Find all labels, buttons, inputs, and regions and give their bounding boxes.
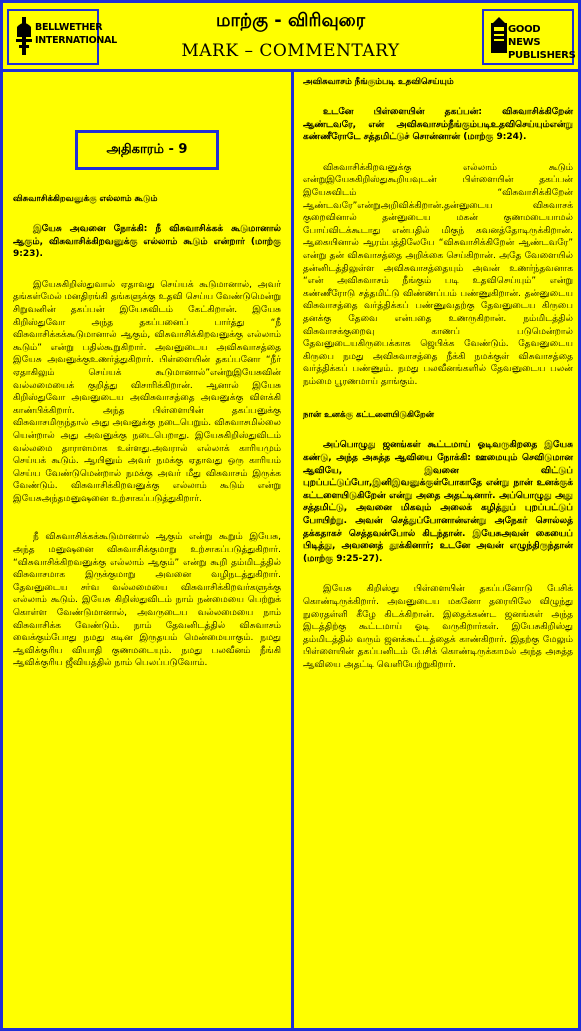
body-paragraph: நீ விசுவாசிக்கக்கூடுமானால் ஆகும் என்று கூறும் இயேசு, அந்த மனுஷனை விசுவாசிக்குமாறு உற்சாகப்படுத்துகிறார். “விசுவாசிக்கிறவனுக்கு எல்லாம் ஆகும்” என்று கூறி தம்மிடத்தில் விசுவாசமாக இருக்குமாறு அவனை வழிநடத்துகிறார். தேவனுடைய சர்வ வல்லமையை விசுவாசிக்கிறவர்களுக்கு எல்லாம் கூடும். இயேசு கிறிஸ்துவிடம் நாம் நன்மையை பெற்றுக் கொள்ள வேண்டுமானால், அவருடைய வல்லமையை நாம் விசுவாசிக்க வேண்டும். நாம் தேவனிடத்தில் விசுவாசம் வைக்கும்போது நமது கடின இருதயம் மென்மையாகும். நமது ஆவிக்குரிய வியாதி குணமடையும். நமது பலவீனம் நீங்கி ஆவிக்குரிய ஜீவியத்தில் நாம் பெலப்படுவோம். bbox=[13, 532, 281, 669]
scripture-quote: அப்பொழுது ஜனங்கள் கூட்டமாய் ஓடிவருகிறதை இயேசு கண்டு, அந்த அசுத்த ஆவியை நோக்கி: ஊமையும் செவிடுமான ஆவியே, இவனை விட்டுப் புறப்பட்டுப்போ,இனிஇவனுக்குள்போகாதே என்று நான் உனக்குக் கட்டளையிடுகிறேன் என்று அதை அதட்டினார். அப்பொழுது அது சத்தமிட்டு, அவனை மிகவும் அலைக் கழித்துப் புறப்பட்டுப் போயிற்று. அவன் செத்துப்போனான்என்று அநேகர் சொல்லத் தக்கதாகச் செத்தவன்போல் கிடந்தான். இயேசுஅவன் கையைப் பிடித்து, அவனைத் தூக்கினார்; உடனே அவன் எழுந்திருந்தான் (மாற்கு 9:25-27). bbox=[303, 440, 573, 564]
bellwether-logo-text: BELLWETHER INTERNATIONAL bbox=[35, 22, 117, 46]
body-paragraph: இயேசுகிறிஸ்துவால் ஏதாவது செய்யக் கூடுமானால், அவர் தங்கள்மேல் மனதிரங்கி தங்களுக்கு உதவி செய்ய வேண்டுமென்று சிறுவனின் தகப்பன் இயேசுவிடம் கேட்கிறான். இயேசு கிறிஸ்துவோ அந்த தகப்பனைப் பார்த்து “நீ விசுவாசிக்கக்கூடுமானால் ஆகும், விசுவாசிக்கிறவனுக்கு எல்லாம் கூடும்” என்று பதில்கூறுகிறார். அவனுடைய அவிசுவாசத்தை இயேசு அவனுக்குஉணர்த்துகிறார். பிள்ளையின் தகப்பனோ “நீர் ஏதாகிலும் செய்யக் கூடுமானால்”என்றுஇயேசுவின் வல்லமையைக் குறித்து விசாரிக்கிறான். ஆனால் இயேசு கிறிஸ்துவோ அவனுடைய அவிசுவாசத்தை அவனுக்கு விளக்கி காண்பிக்கிறார். அந்த பிள்ளையின் தகப்பனுக்கு விசுவாசமிருந்தால் அது அவனுக்கு நடைபெறும். விசுவாசமில்லை யென்றால் அது அவனுக்கு நடைபெறாது. இயேசுகிறிஸ்துவிடம் வல்லமை தாராளமாக உள்ளது.அவரால் எல்லாக் காரியமும் செய்யக் கூடும். ஆயினும் அவர் நமக்கு ஏதாவது ஒரு காரியம் செய்ய வேண்டுமென்றால் நமக்கு அவர் மீது விசுவாசம் இருக்க வேண்டும். விசுவாசிக்கிறவனுக்கு எல்லாம் கூடும் என்று இயேசுஅந்தமனுஷனை உற்சாகப்படுத்துகிறார். bbox=[13, 279, 281, 504]
section-heading: அவிசுவாசம் நீங்கும்படி உதவிசெய்யும் bbox=[303, 77, 454, 87]
section-heading: நான் உனக்கு கட்டளையிடுகிறேன் bbox=[303, 410, 434, 421]
bell-icon bbox=[15, 17, 33, 55]
body-paragraph: இயேசு கிறிஸ்து பிள்ளையின் தகப்பனோடு பேசிக் கொண்டிருக்கிறார். அவனுடைய மகனோ தரையிலே விழுந்து நுரைதள்ளி கீழே கிடக்கிறான். இதைக்கண்ட ஜனங்கள் அந்த இடத்திற்கு கூட்டமாய் ஓடி வருகிறார்கள். இயேசுகிறிஸ்து தம்மிடத்தில் வரும் ஜனக்கூட்டத்தைக் காண்கிறார். இதற்கு மேலும் பிள்ளையின் தகப்பனிடம் பேசிக் கொண்டிருக்காமல் அந்த அசுத்த ஆவியை அதட்டி வெளியேற்றுகிறார். bbox=[303, 584, 573, 670]
scripture-quote: இயேசு அவனை நோக்கி: நீ விசுவாசிக்கக் கூடுமானால் ஆகும், விசுவாசிக்கிறவனுக்கு எல்லாம் கூடும் என்றார் (மாற்கு 9:23). bbox=[13, 224, 281, 260]
bellwether-logo bbox=[7, 9, 117, 65]
left-column bbox=[13, 75, 281, 670]
body-paragraph: விசுவாசிக்கிறவனுக்கு எல்லாம் கூடும் என்றுஇயேசுகிறிஸ்துகூறியவுடன் பிள்ளையின் தகப்பன் இயேசுவிடம் “விசுவாசிக்கிறேன் ஆண்டவரே”என்றுஅறிவிக்கிறான்.தன்னுடைய விசுவாசக் குறைவினால் தன்னுடைய மகன் குணமடையாமல் போய்விடக்கூடாது என்பதில் மிகுந் கவனத்தோடிருக்கிறான். ஆகையினால் ஆரம்பத்திலேயே “விசுவாசிக்கிறேன் ஆண்டவரே” என்று தன் விசுவாசத்தை அறிக்கை செய்கிறான். அதே வேளையில் தன்னிடத்திலுள்ள அவிசுவாசத்தையும் அவன் உணர்ந்தவனாக “என் அவிசுவாசம் நீங்கும் படி உதவிசெய்யும்” என்று கண்ணீரோடு சத்தமிட்டு விண்ணப்பம் பண்ணுகிறான். தன்னுடைய விசுவாசத்தை வர்த்திக்கப் பண்ணுவதற்கு தேவனுடைய கிருபை தனக்கு தேவை என்பதை உணருகிறான். நம்மிடத்தில் விசுவாசக்குறைவு காணப் படுமென்றால் தேவனுடையகிருபைக்காக ஜெபிக்க வேண்டும். தேவனுடைய கிருபை நமது அவிசுவாசத்தை நீக்கி நமக்குள் விசுவாசத்தை வர்த்திக்கப் பண்ணும். நமது பலவீனங்களில் தேவனுடைய பலன் நம்மை பூரணமாய் தாங்கும். bbox=[303, 162, 573, 387]
good-news-logo-text: GOOD NEWS PUBLISHERS bbox=[508, 24, 576, 61]
title-tamil: மாற்கு - விரிவுரை bbox=[215, 10, 366, 31]
chapter-box: அதிகாரம் - 9 bbox=[75, 130, 219, 170]
right-column bbox=[303, 75, 573, 672]
section-heading: விசுவாசிக்கிறவனுக்கு எல்லாம் கூடும் bbox=[13, 194, 158, 204]
column-divider bbox=[291, 71, 294, 1031]
header bbox=[3, 3, 578, 72]
scripture-quote: உடனே பிள்ளையின் தகப்பன்: விசுவாசிக்கிறேன் ஆண்டவரே, என் அவிசுவாசம்நீங்கும்படிஉதவிசெய்யும்என்று கண்ணீரோடே சத்தமிட்டுச் சொன்னான் (மாற்கு 9:24). bbox=[303, 107, 573, 143]
book-icon bbox=[490, 17, 508, 55]
good-news-logo bbox=[482, 9, 574, 65]
title-english: MARK – COMMENTARY bbox=[181, 41, 400, 61]
